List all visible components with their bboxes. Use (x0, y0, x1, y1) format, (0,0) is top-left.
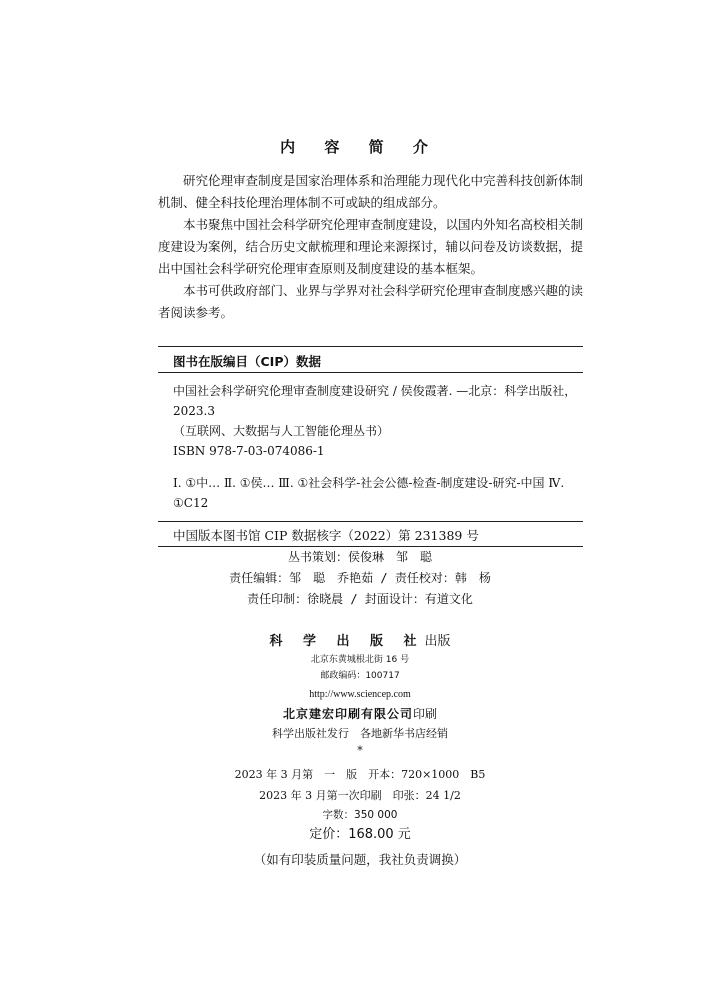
printer-suffix: 印刷 (413, 707, 438, 721)
publisher-block (0, 632, 720, 871)
edition-line: 2023 年 3 月第 一 版 开本：720×1000 B5 (234, 768, 486, 781)
separator-star: * (357, 744, 363, 757)
distribution-line: 科学出版社发行 各地新华书店经销 (272, 727, 448, 740)
cip-bibliographic-line: 中国社会科学研究伦理审查制度建设研究 / 侯俊霞著. —北京：科学出版社，2023.3 (173, 384, 577, 418)
price: 定价：168.00 元 (309, 827, 411, 842)
publisher-address: 北京东黄城根北街 16 号 (310, 655, 410, 665)
cip-block (158, 346, 583, 547)
responsible-editors: 责任编辑：邹 聪 乔艳茹 / 责任校对：韩 杨 (229, 571, 491, 585)
publisher-suffix: 出版 (424, 634, 451, 649)
cip-series: （互联网、大数据与人工智能伦理丛书） (173, 424, 390, 438)
content-summary (158, 170, 583, 324)
summary-paragraph: 研究伦理审查制度是国家治理体系和治理能力现代化中完善科技创新体制机制、健全科技伦理治理体制不可或缺的组成部分。 (158, 173, 584, 210)
quality-note: （如有印装质量问题，我社负责调换） (253, 852, 467, 867)
cip-heading: 图书在版编目（CIP）数据 (173, 354, 321, 369)
publisher-url: http://www.sciencep.com (309, 689, 411, 700)
publisher-logo-text: 科 学 出 版 社 (269, 634, 425, 649)
printer-name: 北京建宏印刷有限公司 (282, 707, 413, 721)
cip-body (158, 373, 583, 513)
page-title: 内 容 简 介 (280, 138, 440, 156)
cip-isbn: ISBN 978-7-03-074086-1 (173, 444, 325, 458)
publisher-postcode: 邮政编码：100717 (320, 671, 400, 681)
impression-line: 2023 年 3 月第一次印刷 印张：24 1/2 (259, 789, 461, 802)
word-count: 字数：350 000 (322, 809, 398, 821)
printer-line (0, 704, 720, 724)
series-planner: 丛书策划：侯俊琳 邹 聪 (287, 550, 432, 564)
printing-and-cover: 责任印制：徐晓晨 / 封面设计：有道文化 (247, 592, 473, 606)
cip-approval-number: 中国版本图书馆 CIP 数据核字（2022）第 231389 号 (173, 528, 479, 543)
cip-classification: Ⅰ. ①中… Ⅱ. ①侯… Ⅲ. ①社会科学-社会公德-检查-制度建设-研究-中国 Ⅳ. ①C12 (173, 476, 565, 510)
publisher-name (0, 632, 720, 652)
credits-block (0, 547, 720, 610)
summary-paragraph: 本书聚焦中国社会科学研究伦理审查制度建设，以国内外知名高校相关制度建设为案例，结合历史文献梳理和理论来源探讨，辅以问卷及访谈数据，提出中国社会科学研究伦理审查原则及制度建设的基本框架。 (158, 217, 584, 276)
summary-paragraph: 本书可供政府部门、业界与学界对社会科学研究伦理审查制度感兴趣的读者阅读参考。 (158, 283, 584, 320)
